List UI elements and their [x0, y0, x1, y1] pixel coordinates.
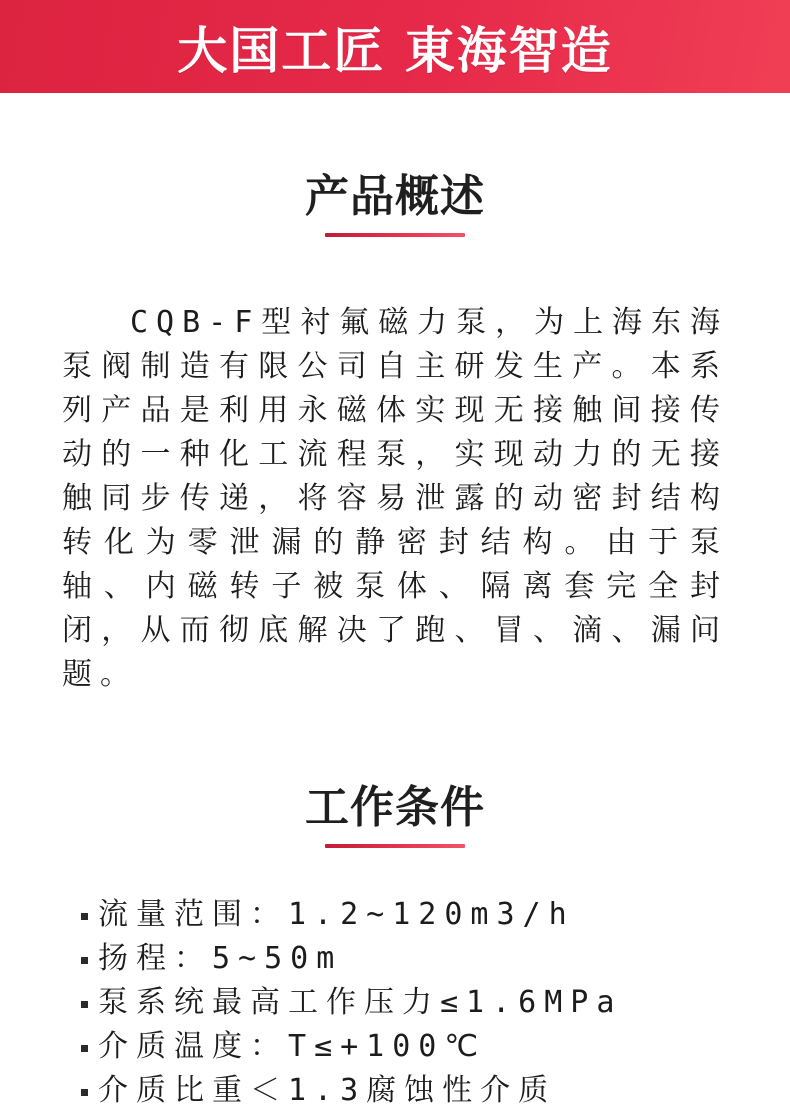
- bullet-square-icon: [81, 1001, 88, 1008]
- list-item-head: [81, 937, 728, 981]
- list-item-max-pressure: [81, 981, 728, 1025]
- list-item-flow-range: [81, 893, 728, 937]
- section-overview: [0, 171, 790, 697]
- condition-text: 流量范围：1.2~120m3/h: [98, 897, 575, 932]
- overview-heading: 产品概述: [305, 171, 485, 222]
- list-item-medium-temperature: [81, 1025, 728, 1069]
- bullet-square-icon: [81, 1089, 88, 1096]
- conditions-list: [62, 893, 728, 1113]
- bullet-square-icon: [81, 1045, 88, 1052]
- banner-title: 大国工匠 東海智造: [177, 21, 613, 80]
- conditions-heading: 工作条件: [305, 782, 485, 833]
- bullet-square-icon: [81, 957, 88, 964]
- overview-heading-underline: [325, 233, 465, 237]
- condition-text: 介质比重＜1.3腐蚀性介质: [98, 1073, 557, 1108]
- banner: [0, 0, 790, 93]
- condition-text: 扬程：5~50m: [98, 941, 343, 976]
- section-working-conditions: [0, 782, 790, 1113]
- overview-paragraph: CQB-F型衬氟磁力泵，为上海东海泵阀制造有限公司自主研发生产。本系列产品是利用永磁体实现无接触间接传动的一种化工流程泵，实现动力的无接触同步传递，将容易泄露的动密封结构转化为零泄漏的静密封结构。由于泵轴、内磁转子被泵体、隔离套完全封闭，从而彻底解决了跑、冒、滴、漏问题。: [62, 305, 728, 692]
- bullet-square-icon: [81, 913, 88, 920]
- condition-text: 介质温度：T≤+100℃: [98, 1029, 487, 1064]
- list-item-medium-density: [81, 1069, 728, 1113]
- conditions-heading-underline: [325, 844, 465, 848]
- condition-text: 泵系统最高工作压力≤1.6MPa: [98, 985, 623, 1020]
